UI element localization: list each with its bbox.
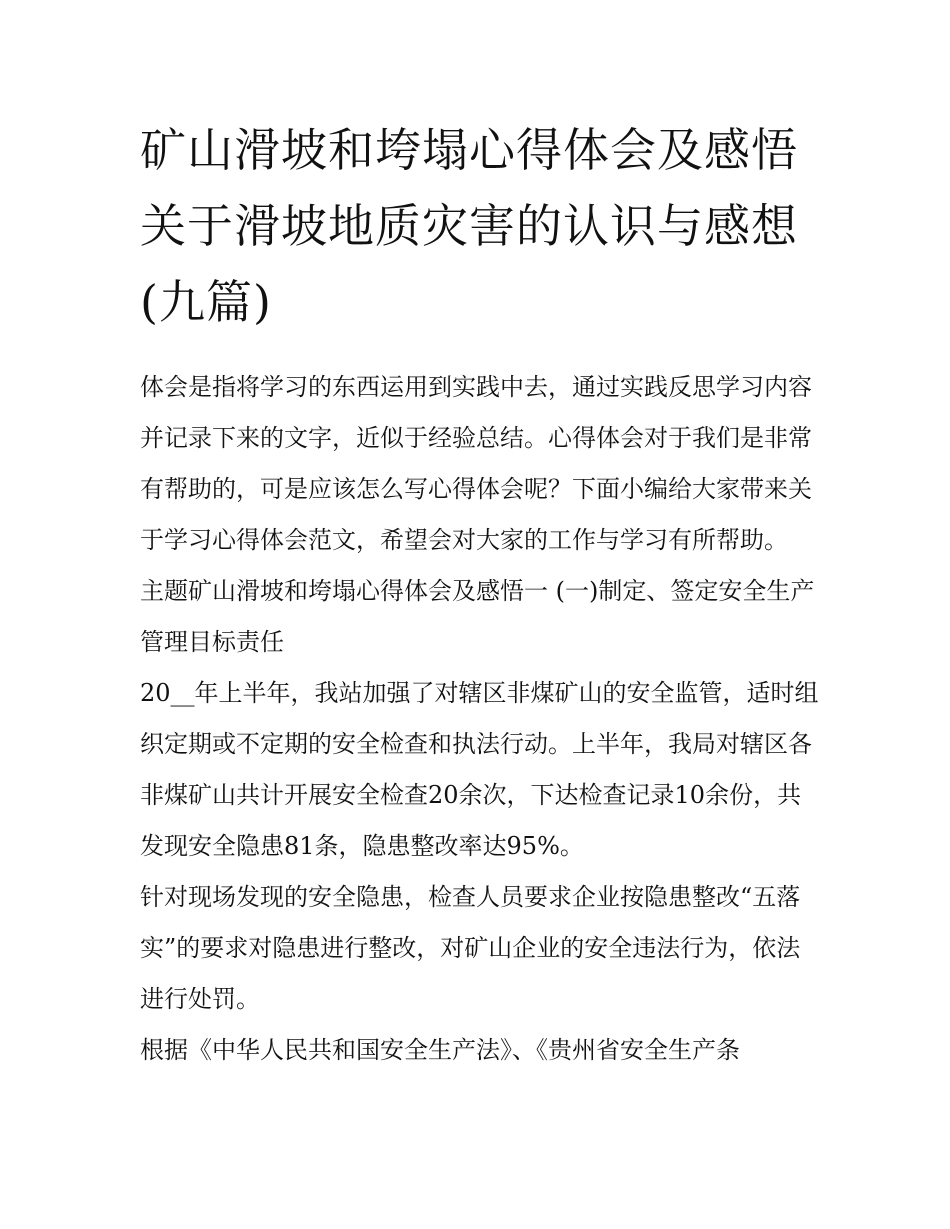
document-title: 矿山滑坡和垮塌心得体会及感悟 关于滑坡地质灾害的认识与感想(九篇) (140, 123, 798, 329)
paragraph-legal-basis: 根据《中华人民共和国安全生产法》、《贵州省安全生产条 (140, 1036, 740, 1064)
document-body (140, 362, 820, 1076)
document-page (140, 112, 820, 1076)
paragraph-rectification: 针对现场发现的安全隐患，检查人员要求企业按隐患整改“五落实”的要求对隐患进行整改，对矿山企业的安全违法行为，依法进行处罚。 (140, 883, 801, 1013)
paragraph-inspection-summary: 20__年上半年，我站加强了对辖区非煤矿山的安全监管，适时组织定期或不定期的安全检查和执法行动。上半年，我局对辖区各非煤矿山共计开展安全检查20余次，下达检查记录10余份，共发现安全隐患81条，隐患整改率达95%。 (140, 679, 819, 860)
paragraph-intro: 体会是指将学习的东西运用到实践中去，通过实践反思学习内容并记录下来的文字，近似于经验总结。心得体会对于我们是非常有帮助的，可是应该怎么写心得体会呢？下面小编给大家带来关于学习心得体会范文，希望会对大家的工作与学习有所帮助。 (140, 373, 812, 554)
paragraph-topic-heading: 主题矿山滑坡和垮塌心得体会及感悟一 (一)制定、签定安全生产管理目标责任 (140, 577, 815, 656)
